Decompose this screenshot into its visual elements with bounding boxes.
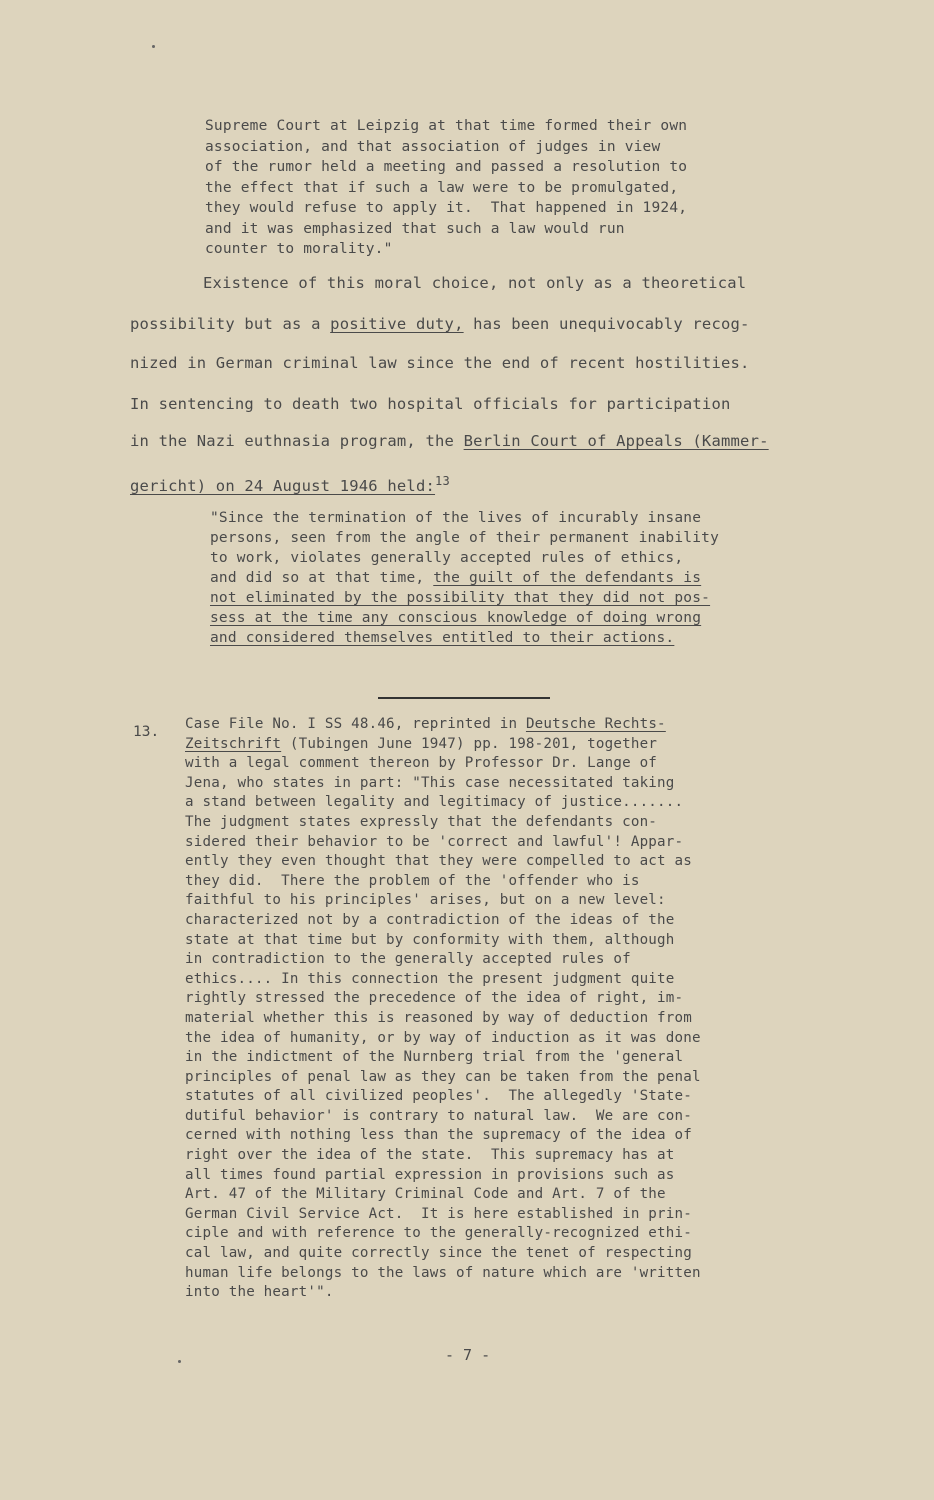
quote-line: not eliminated by the possibility that they did not pos- [210,590,711,606]
footnote-line: Jena, who states in part: "This case necessitated taking [185,774,675,791]
footnote-line: Art. 47 of the Military Criminal Code and Art. 7 of the [185,1186,666,1203]
footnote-number: 13. [133,724,160,740]
body-line: Existence of this moral choice, not only as a theoretical [203,274,747,292]
footnote-line: they did. There the problem of the 'offender who is [185,872,640,889]
footnote-ref: 13 [435,474,450,488]
footnote-text [185,715,785,1303]
footnote-line: state at that time but by conformity with them, although [185,931,675,948]
footnote-line: in contradiction to the generally accepted rules of [185,951,631,968]
quote-line: to work, violates generally accepted rules of ethics, [210,550,684,566]
footnote-line: cerned with nothing less than the supremacy of the idea of [185,1127,693,1144]
footnote-line: dutiful behavior' is contrary to natural law. We are con- [185,1107,693,1124]
court-name-underlined: Berlin Court of Appeals (Kammer- [463,432,769,450]
footnote-line: characterized not by a contradiction of the ideas of the [185,911,675,928]
quote-line: and did so at that time, the guilt of the defendants is [210,570,702,586]
paper-speck [152,45,155,48]
footnote-line: ethics.... In this connection the present judgment quite [185,970,675,987]
footnote-line: all times found partial expression in provisions such as [185,1166,675,1183]
quote-block-supreme-court [205,116,765,260]
footnote-line: rightly stressed the precedence of the idea of right, im- [185,990,684,1007]
footnote-line: right over the idea of the state. This supremacy has at [185,1147,675,1164]
footnote-line: The judgment states expressly that the defendants con- [185,813,658,830]
quote-line: of the rumor held a meeting and passed a resolution to [205,159,688,175]
quote-line: the effect that if such a law were to be promulgated, [205,179,679,196]
body-line: gericht) on 24 August 1946 held:$^{13}$ [130,474,450,496]
quote-line: and it was emphasized that such a law would run [205,220,625,237]
quote-block-court-holding [210,508,770,648]
body-line: In sentencing to death two hospital officials for participation [130,395,731,413]
quote-line: association, and that association of judges in view [205,138,661,155]
footnote-line: Case File No. I SS 48.46, reprinted in Deutsche Rechts- [185,716,666,732]
positive-duty-underlined: positive duty, [330,315,464,333]
body-line: in the Nazi euthnasia program, the Berlin Court of Appeals (Kammer- [130,432,769,450]
footnote-line: human life belongs to the laws of nature which are 'written [185,1264,701,1281]
footnote-line: faithful to his principles' arises, but on a new level: [185,892,666,909]
footnote-line: a stand between legality and legitimacy of justice....... [185,794,684,811]
footnote-divider [378,697,550,699]
paper-speck [178,1360,181,1363]
quote-line: counter to morality." [205,241,393,257]
footnote-line: German Civil Service Act. It is here established in prin- [185,1205,693,1222]
quote-line: sess at the time any conscious knowledge of doing wrong [210,610,702,626]
footnote-line: with a legal comment thereon by Professor Dr. Lange of [185,755,658,772]
footnote-line: ciple and with reference to the generally-recognized ethi- [185,1225,693,1242]
footnote-line: principles of penal law as they can be taken from the penal [185,1068,701,1085]
footnote-line: statutes of all civilized peoples'. The allegedly 'State- [185,1088,693,1105]
quote-line: they would refuse to apply it. That happened in 1924, [205,200,688,216]
footnote-line: ently they even thought that they were compelled to act as [185,853,693,870]
footnote-line: Zeitschrift (Tubingen June 1947) pp. 198-201, together [185,735,658,752]
quote-line: Supreme Court at Leipzig at that time formed their own [205,118,688,134]
footnote-line: cal law, and quite correctly since the tenet of respecting [185,1245,693,1262]
footnote-line: material whether this is reasoned by way of deduction from [185,1009,693,1026]
page-number: - 7 - [445,1346,491,1364]
quote-line: "Since the termination of the lives of incurably insane [210,510,702,526]
footnote-line: sidered their behavior to be 'correct and lawful'! Appar- [185,833,684,850]
footnote-line: into the heart'". [185,1284,334,1301]
body-line: possibility but as a positive duty, has been unequivocably recog- [130,315,750,333]
quote-line: persons, seen from the angle of their permanent inability [210,530,719,546]
footnote-line: in the indictment of the Nurnberg trial from the 'general [185,1049,684,1066]
body-line: nized in German criminal law since the end of recent hostilities. [130,354,750,372]
quote-line: and considered themselves entitled to their actions. [210,630,675,646]
footnote-line: the idea of humanity, or by way of induction as it was done [185,1029,701,1046]
